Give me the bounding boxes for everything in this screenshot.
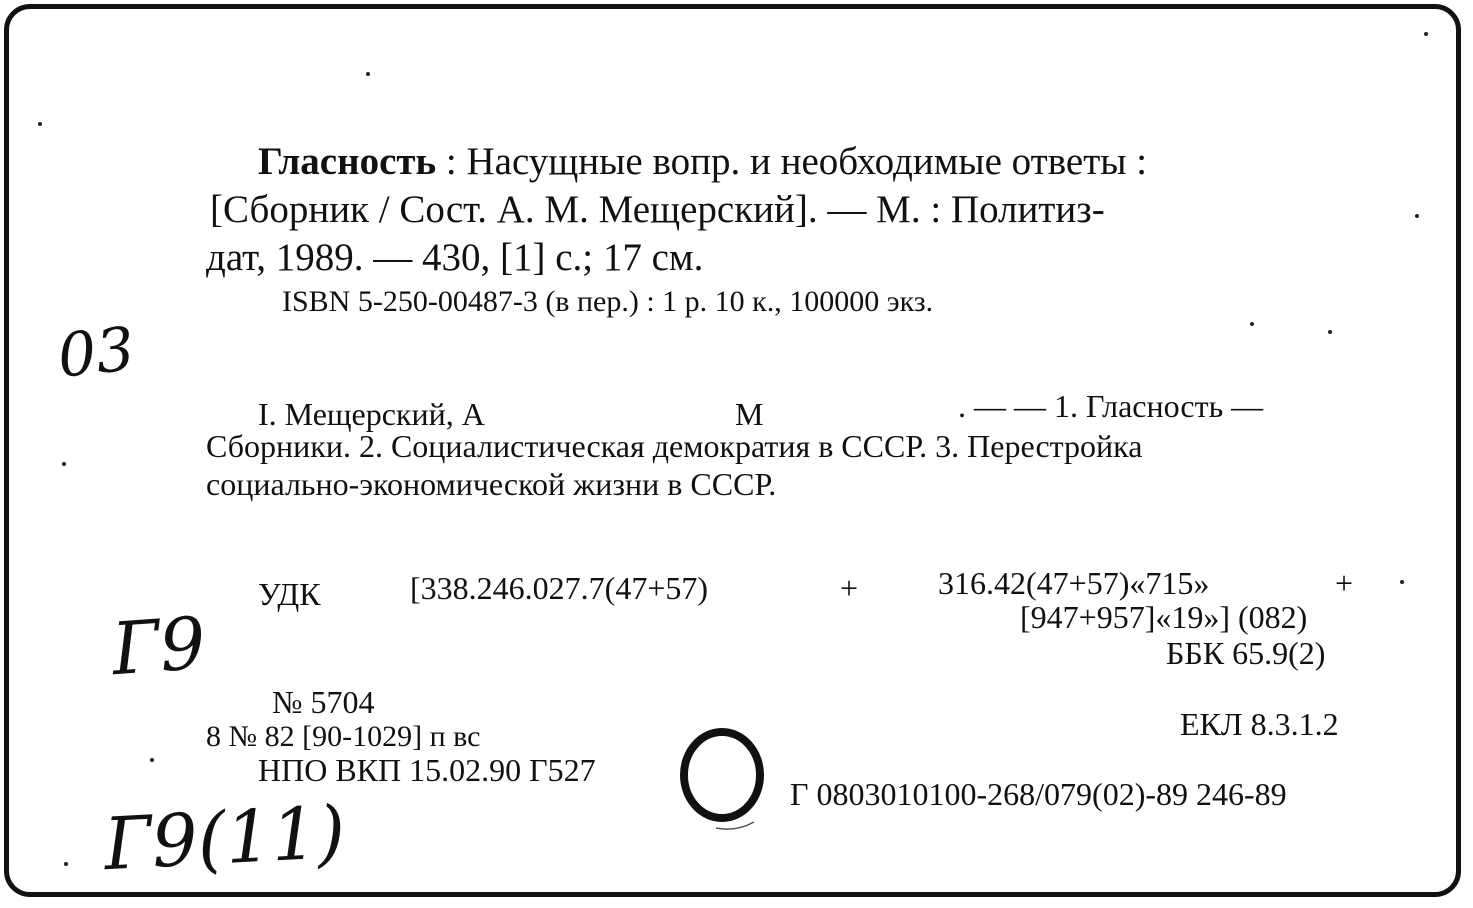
ekl-code: ЕКЛ 8.3.1.2	[1180, 706, 1339, 742]
catalog-code: Г 0803010100-268/079(02)-89 246-89	[790, 776, 1287, 812]
udk-plus-2: +	[1335, 565, 1354, 601]
print-order: 8 № 82 [90-1029] п вс	[206, 720, 481, 753]
speck	[1328, 330, 1332, 334]
udk-plus-1: +	[840, 570, 859, 606]
handwritten-note-middle: Г9	[109, 600, 209, 692]
speck	[1400, 580, 1404, 584]
speck	[366, 72, 370, 76]
bbk-code: ББК 65.9(2)	[1166, 635, 1326, 671]
print-number: № 5704	[272, 684, 375, 720]
publisher-code: НПО ВКП 15.02.90 Г527	[258, 752, 596, 788]
udk-part-3: [947+957]«19»] (082)	[1020, 599, 1308, 635]
speck	[150, 758, 154, 762]
udk-part-1: [338.246.027.7(47+57)	[410, 570, 709, 606]
entry-line-1	[258, 140, 1147, 183]
handwritten-note-bottom: Г9(11)	[101, 789, 348, 887]
isbn-line: ISBN 5-250-00487-3 (в пер.) : 1 р. 10 к., 100000 экз.	[282, 285, 934, 318]
udk-label: УДК	[258, 576, 321, 612]
handwritten-note-top: 03	[54, 314, 138, 392]
speck	[1415, 214, 1419, 218]
entry-line-2: [Сборник / Сост. А. М. Мещерский]. — М. : Политиз-	[210, 188, 1105, 231]
subject-line-1c: . — — 1. Гласность —	[958, 388, 1264, 424]
speck	[64, 862, 68, 866]
entry-title: Гласность	[258, 140, 437, 183]
subject-line-3: социально-экономической жизни в СССР.	[206, 466, 777, 502]
subject-line-1a: I. Мещерский, А	[258, 396, 485, 432]
subject-line-1b: М	[735, 396, 764, 432]
entry-line-3: дат, 1989. — 430, [1] с.; 17 см.	[206, 236, 704, 279]
speck	[1250, 322, 1254, 326]
entry-subtitle: : Насущные вопр. и необходимые ответы :	[436, 140, 1148, 183]
subject-line-2: Сборники. 2. Социалистическая демократия в СССР. 3. Перестройка	[206, 428, 1143, 464]
speck	[62, 462, 66, 466]
speck	[1424, 32, 1428, 36]
udk-part-2: 316.42(47+57)«715»	[938, 565, 1210, 601]
circle-mark	[676, 724, 776, 834]
speck	[38, 122, 42, 126]
